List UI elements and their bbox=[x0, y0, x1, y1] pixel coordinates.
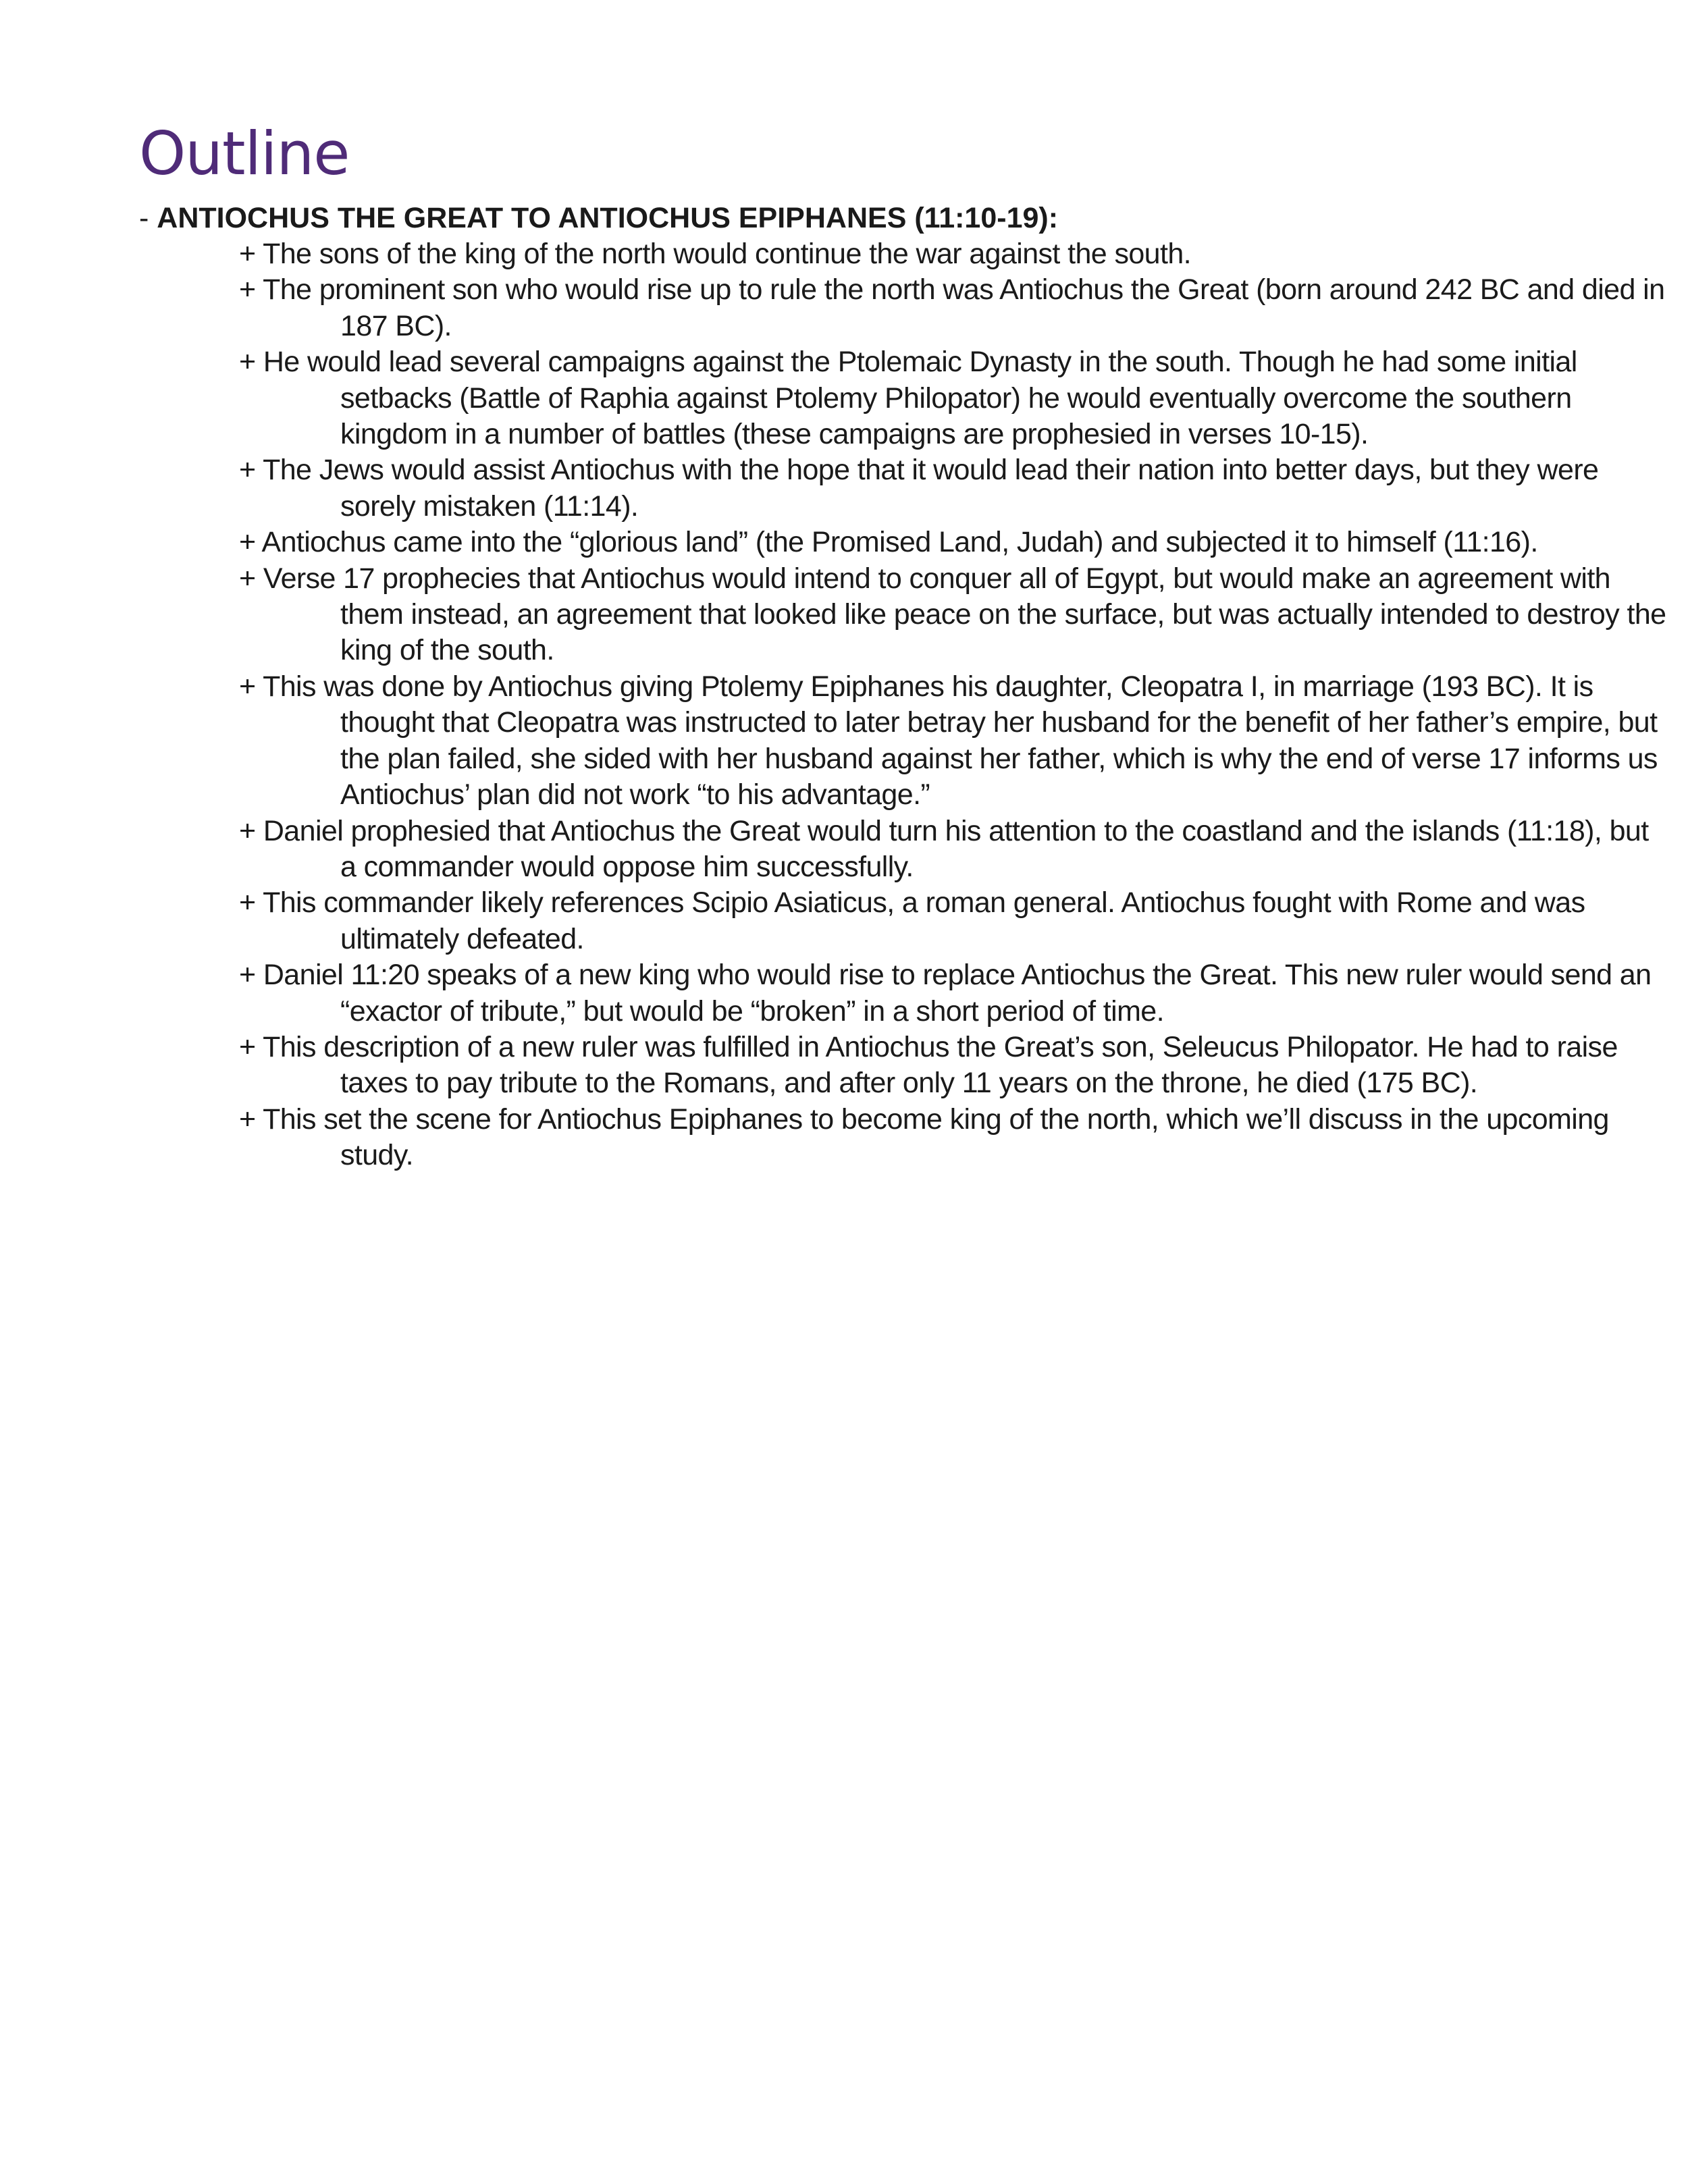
outline-section bbox=[139, 200, 1666, 1174]
bullet-item: + The sons of the king of the north would continue the war against the south. bbox=[239, 238, 1191, 270]
bullet-item: + Antiochus came into the “glorious land” (the Promised Land, Judah) and subjected it to himself (11:16). bbox=[239, 526, 1538, 559]
section-heading bbox=[139, 200, 1591, 236]
bullet-item: + The Jews would assist Antiochus with the hope that it would lead their nation into better days, but they were sorely mistaken (11:14). bbox=[239, 454, 1599, 523]
bullet-item: + This commander likely references Scipio Asiaticus, a roman general. Antiochus fought with Rome and was ultimately defeated. bbox=[239, 886, 1585, 955]
bullet-item: + Verse 17 prophecies that Antiochus would intend to conquer all of Egypt, but would make an agreement with them instead, an agreement that looked like peace on the surface, but was actually intended to destroy the king of the south. bbox=[239, 562, 1666, 667]
bullet-list bbox=[139, 236, 1666, 1174]
section-dash: - bbox=[139, 202, 157, 234]
section-title: ANTIOCHUS THE GREAT TO ANTIOCHUS EPIPHANES (11:10-19): bbox=[157, 202, 1059, 234]
bullet-item: + This description of a new ruler was fulfilled in Antiochus the Great’s son, Seleucus Philopator. He had to raise taxes to pay tribute to the Romans, and after only 11 years on the throne, he died (175 BC). bbox=[239, 1030, 1618, 1100]
bullet-item: + This was done by Antiochus giving Ptolemy Epiphanes his daughter, Cleopatra I, in marriage (193 BC). It is thought that Cleopatra was instructed to later betray her husband for the benefit of her father’s empire, but the plan failed, she sided with her husband against her father, which is why the end of verse 17 informs us Antiochus’ plan did not work “to his advantage.” bbox=[239, 670, 1658, 811]
bullet-item: + This set the scene for Antiochus Epiphanes to become king of the north, which we’ll discuss in the upcoming study. bbox=[239, 1102, 1609, 1172]
page-title: Outline bbox=[139, 119, 350, 188]
bullet-item: + He would lead several campaigns against the Ptolemaic Dynasty in the south. Though he had some initial setbacks (Battle of Raphia against Ptolemy Philopator) he would eventually overcome the southern kingdom in a number of battles (these campaigns are prophesied in verses 10-15). bbox=[239, 346, 1577, 451]
bullet-item: + Daniel prophesied that Antiochus the Great would turn his attention to the coastland and the islands (11:18), but a commander would oppose him successfully. bbox=[239, 814, 1649, 883]
bullet-item: + Daniel 11:20 speaks of a new king who would rise to replace Antiochus the Great. This new ruler would send an “exactor of tribute,” but would be “broken” in a short period of time. bbox=[239, 959, 1652, 1028]
bullet-item: + The prominent son who would rise up to rule the north was Antiochus the Great (born around 242 BC and died in 187 BC). bbox=[239, 273, 1665, 342]
